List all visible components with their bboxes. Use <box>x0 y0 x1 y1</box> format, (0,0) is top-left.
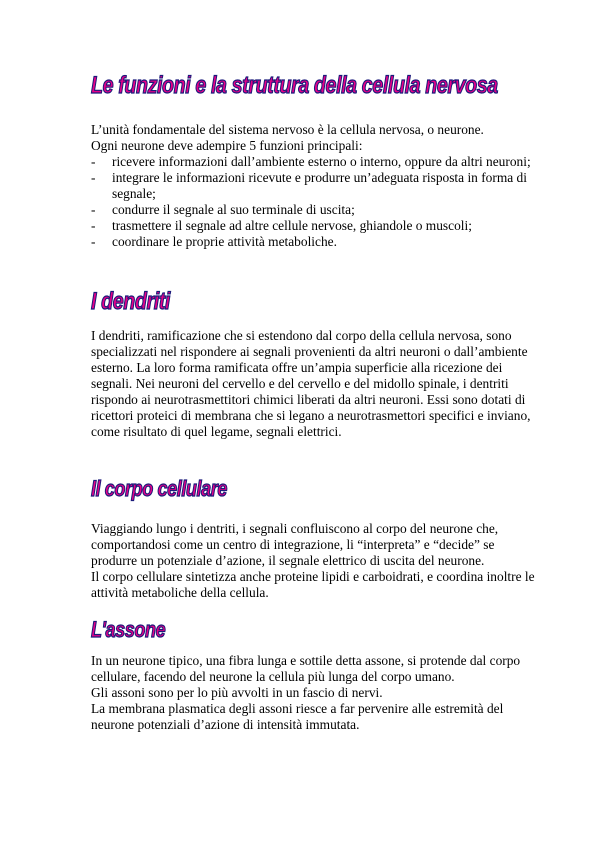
dash-bullet: - <box>91 154 96 169</box>
section-heading-corpo-cellulare: Il corpo cellulare <box>91 476 227 501</box>
list-item <box>91 154 541 170</box>
list-item-text: coordinare le proprie attività metaboliche. <box>112 234 337 249</box>
list-item-text: condurre il segnale al suo terminale di uscita; <box>112 202 355 217</box>
paragraph: La membrana plasmatica degli assoni riesce a far pervenire alle estremità del neurone potenziali d’azione di intensità immutata. <box>91 701 504 732</box>
list-item-text: ricevere informazioni dall’ambiente esterno o interno, oppure da altri neuroni; <box>112 154 531 169</box>
dash-bullet: - <box>91 202 96 217</box>
list-item <box>91 234 541 250</box>
list-item-text: integrare le informazioni ricevute e produrre un’adeguata risposta in forma di segnale; <box>112 170 527 201</box>
intro-block <box>91 122 541 250</box>
section-assone <box>91 653 541 733</box>
page-title: Le funzioni e la struttura della cellula nervosa <box>91 72 498 99</box>
section-heading-assone: L'assone <box>91 617 166 642</box>
list-item <box>91 202 541 218</box>
intro-line: Ogni neurone deve adempire 5 funzioni principali: <box>91 138 363 153</box>
dash-bullet: - <box>91 218 96 233</box>
section-heading-dendriti: I dendriti <box>91 288 171 315</box>
dash-bullet: - <box>91 170 96 185</box>
list-item-text: trasmettere il segnale ad altre cellule nervose, ghiandole o muscoli; <box>112 218 472 233</box>
list-item <box>91 170 541 202</box>
paragraph: Gli assoni sono per lo più avvolti in un fascio di nervi. <box>91 685 383 700</box>
section-corpo-cellulare <box>91 521 541 601</box>
paragraph: I dendriti, ramificazione che si estendono dal corpo della cellula nervosa, sono specializzati nel rispondere ai segnali provenienti da altri neuroni o dall’ambiente esterno. La loro forma ramificata offre un’ampia superficie alla ricezione dei segnali. Nei neuroni del cervello e del cervello e del midollo spinale, i dentriti rispondo ai neurotrasmettitori chimici liberati da altri neuroni. Essi sono dotati di ricettori proteici di membrana che si legano a neurotrasmettori specifici e inviano, come risultato di quel legame, segnali elettrici. <box>91 328 531 439</box>
paragraph: In un neurone tipico, una fibra lunga e sottile detta assone, si protende dal corpo cellulare, facendo del neurone la cellula più lunga del corpo umano. <box>91 653 521 684</box>
paragraph: Il corpo cellulare sintetizza anche proteine lipidi e carboidrati, e coordina inoltre le attività metaboliche della cellula. <box>91 569 535 600</box>
paragraph: Viaggiando lungo i dentriti, i segnali confluiscono al corpo del neurone che, comportandosi come un centro di integrazione, li “interpreta” e “decide” se produrre un potenziale d’azione, il segnale elettrico di uscita del neurone. <box>91 521 499 568</box>
functions-list <box>91 154 541 250</box>
dash-bullet: - <box>91 234 96 249</box>
list-item <box>91 218 541 234</box>
intro-line: L’unità fondamentale del sistema nervoso è la cellula nervosa, o neurone. <box>91 122 484 137</box>
section-dendriti <box>91 328 541 440</box>
